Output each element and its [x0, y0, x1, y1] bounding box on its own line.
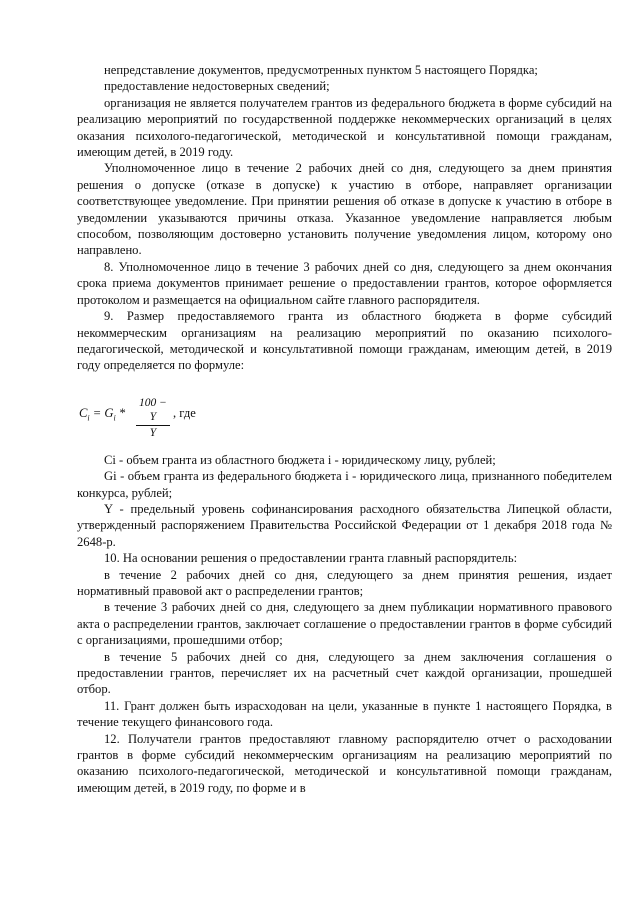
paragraph-item-8: 8. Уполномоченное лицо в течение 3 рабочих дней со дня, следующего за днем окончания срока приема документов принимает решение о предоставлении грантов, которое оформляется протоколом и размещается на официальном сайте главного распорядителя. [77, 259, 612, 307]
formula-lhs [79, 405, 125, 427]
paragraph-def-ci: Ci - объем гранта из областного бюджета i - юридическому лицу, рублей; [104, 452, 496, 467]
grant-formula [79, 396, 612, 439]
paragraph-nonsubmission: непредставление документов, предусмотренных пунктом 5 настоящего Порядка; [104, 63, 538, 77]
paragraph-agreement: в течение 3 рабочих дней со дня, следующего за днем публикации нормативного правового акта о распределении грантов, заключает соглашение о предоставлении грантов в форме субсидий с организациями, прошедшими отбор; [77, 600, 612, 648]
paragraph-not-federal-recipient: организация не является получателем грантов из федерального бюджета в форме субсидий на реализацию мероприятий по государственной поддержке некоммерческих организаций в целях оказания психолого-педагогической, методической и консультативной помощи гражданам, имеющим детей, в 2019 году. [77, 95, 612, 160]
formula-c: C [79, 405, 88, 420]
paragraph-def-gi: Gi - объем гранта из федерального бюджета i - юридического лица, признанного победителем конкурса, рублей; [77, 469, 612, 500]
formula-denominator: Y [149, 426, 157, 439]
formula-numerator: 100 − Y [136, 396, 170, 426]
formula-eq-g: = G [89, 405, 114, 420]
paragraph-false-info: предоставление недостоверных сведений; [104, 79, 330, 94]
paragraph-def-y: Y - предельный уровень софинансирования расходного обязательства Липецкой области, утвержденный распоряжением Правительства Российской Федерации от 1 декабря 2018 года № 2648-р. [77, 501, 612, 549]
paragraph-item-9: 9. Размер предоставляемого гранта из областного бюджета в форме субсидий некоммерческим организациям на реализацию мероприятий по оказанию психолого-педагогической, методической и консультативной помощи гражданам, имеющим детей, в 2019 году определяется по формуле: [77, 309, 612, 373]
formula-c-sub: i [87, 413, 90, 423]
formula-times: * [115, 405, 126, 420]
formula-g-sub: i [113, 413, 116, 423]
formula-where: , где [173, 405, 196, 420]
paragraph-act-issue: в течение 2 рабочих дней со дня, следующего за днем принятия решения, издает нормативный правовой акт о распределении грантов; [77, 567, 612, 598]
paragraph-transfer: в течение 5 рабочих дней со дня, следующего за днем заключения соглашения о предоставлении грантов, перечисляет их на расчетный счет каждой организации, прошедшей отбор. [77, 649, 612, 697]
paragraph-item-12: 12. Получатели грантов предоставляют главному распорядителю отчет о расходовании грантов в форме субсидий некоммерческим организациям на реализацию мероприятий по оказанию психолого-педагогической, методической и консультативной помощи гражданам, имеющим детей, в 2019 году, по форме и в [77, 731, 612, 795]
paragraph-item-10: 10. На основании решения о предоставлении гранта главный распорядитель: [104, 551, 518, 566]
formula-fraction [136, 396, 170, 440]
paragraph-notification: Уполномоченное лицо в течение 2 рабочих дней со дня, следующего за днем принятия решения о допуске (отказе в допуске) к участию в отборе, направляет организации соответствующее уведомление. При принятии решения об отказе в допуске к участию в отборе в уведомлении указываются причины отказа. Указанное уведомление направляется любым способом, позволяющим достоверно установить получение уведомления лицом, которому оно направлено. [77, 161, 612, 258]
paragraph-item-11: 11. Грант должен быть израсходован на цели, указанные в пункте 1 настоящего Порядка, в течение текущего финансового года. [77, 698, 612, 730]
document-body [77, 62, 612, 796]
